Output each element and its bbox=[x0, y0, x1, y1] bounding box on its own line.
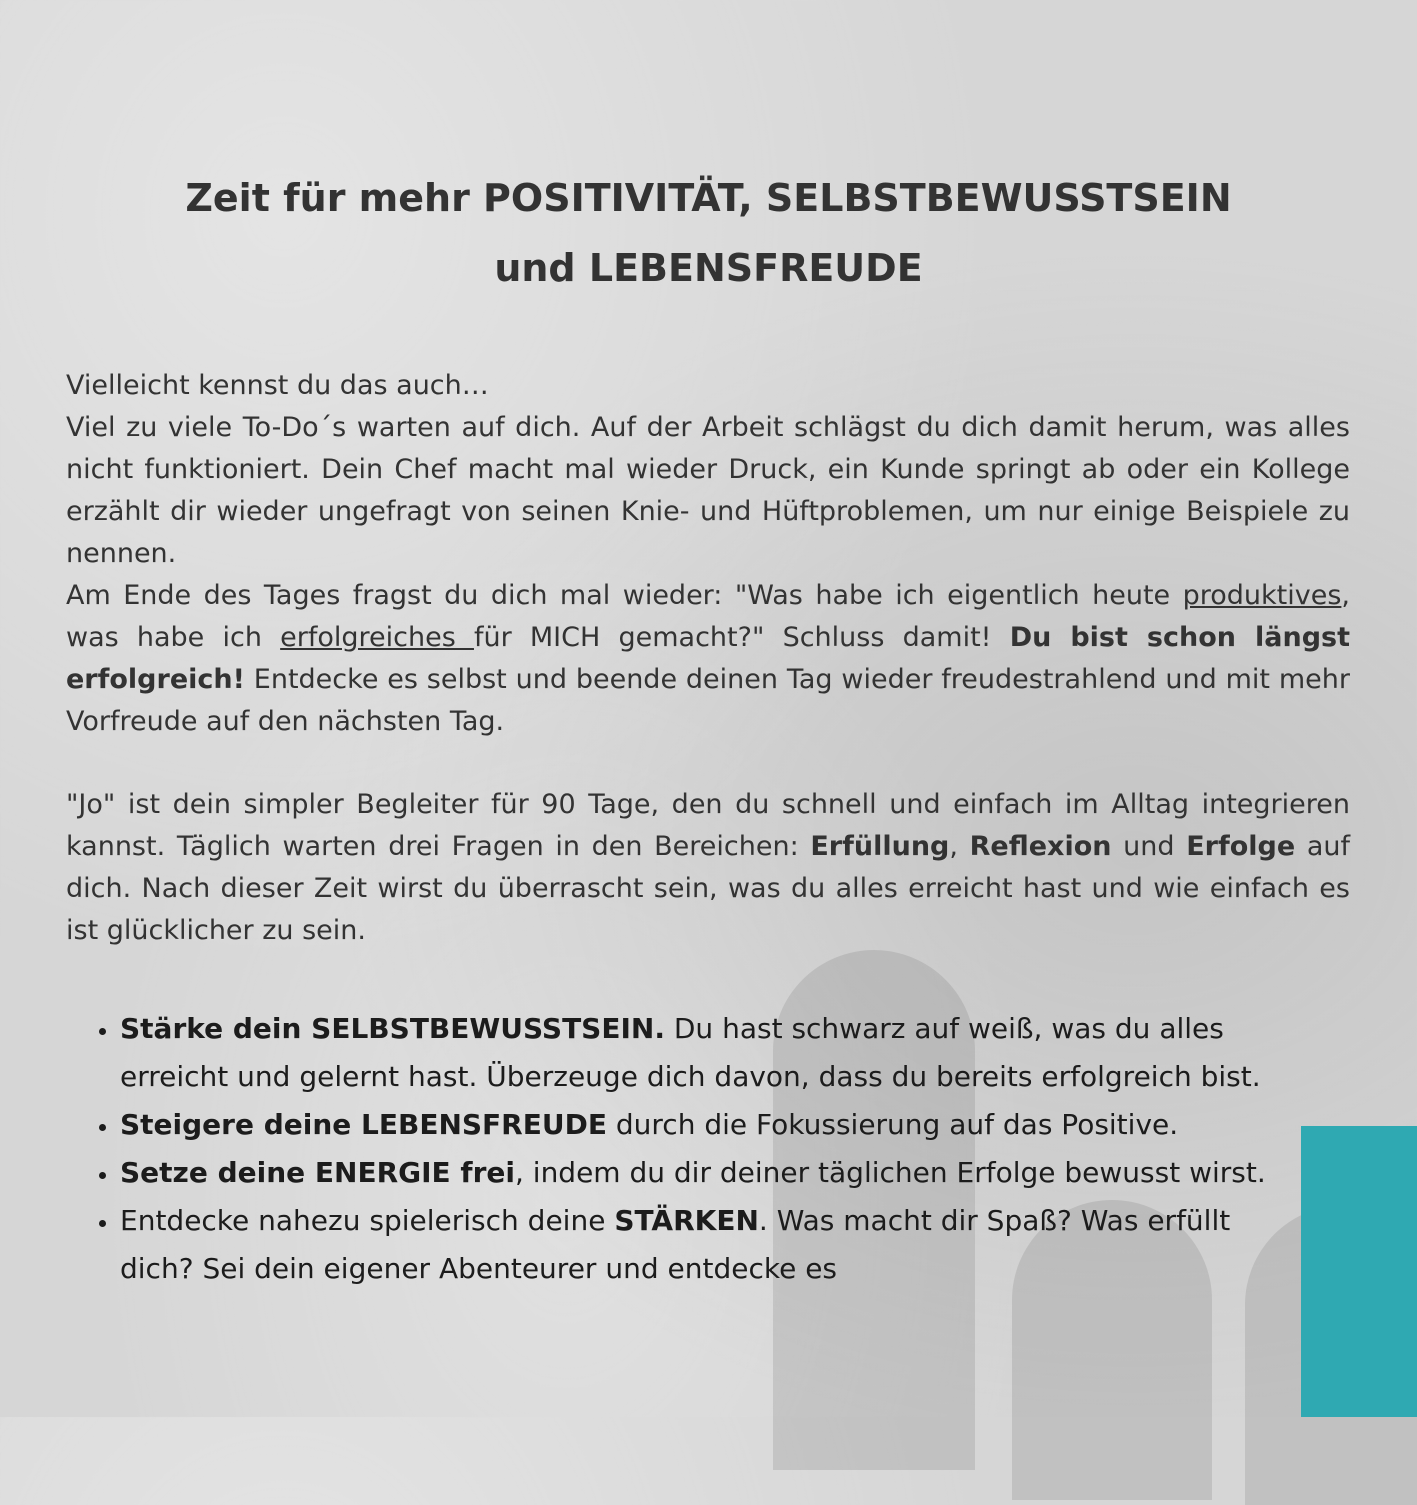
question-middle: , was habe ich bbox=[66, 580, 1350, 653]
intro-opening: Vielleicht kennst du das auch… bbox=[66, 370, 489, 401]
question-end: für MICH gemacht?" Schluss damit! bbox=[473, 622, 1010, 653]
list-item bbox=[120, 1149, 1270, 1197]
page-title bbox=[0, 163, 1417, 303]
bullet-bold: Steigere deine LEBENSFREUDE bbox=[120, 1108, 607, 1141]
jo-separator-2: und bbox=[1111, 831, 1187, 862]
title-line-1: Zeit für mehr POSITIVITÄT, SELBSTBEWUSSTSEIN bbox=[185, 176, 1232, 220]
question-start: Am Ende des Tages fragst du dich mal wieder: "Was habe ich eigentlich heute bbox=[66, 580, 1183, 611]
list-item bbox=[120, 1101, 1270, 1149]
teal-accent-bar bbox=[1301, 1126, 1417, 1417]
underlined-productive: produktives bbox=[1182, 580, 1342, 611]
list-item bbox=[120, 1005, 1270, 1101]
title-line-2: und LEBENSFREUDE bbox=[494, 246, 923, 290]
jo-separator-1: , bbox=[949, 831, 970, 862]
bullet-text: Du hast schwarz auf weiß, was du alles erreicht und gelernt hast. Überzeuge dich davon, dass du bereits erfolgreich bist. bbox=[120, 1012, 1261, 1093]
intro-closing: Entdecke es selbst und beende deinen Tag wieder freudestrahlend und mit mehr Vorfreude auf den nächsten Tag. bbox=[66, 664, 1350, 737]
bullet-text: . Was macht dir Spaß? Was erfüllt dich? Sei dein eigener Abenteurer und entdecke es bbox=[120, 1204, 1231, 1285]
area-reflection: Reflexion bbox=[969, 831, 1112, 862]
underlined-successful: erfolgreiches bbox=[280, 622, 474, 653]
bullet-bold: STÄRKEN bbox=[614, 1204, 759, 1237]
jo-text-1: "Jo" ist dein simpler Begleiter für 90 Tage, den du schnell und einfach im Alltag integrieren kannst. Täglich warten drei Fragen in den Bereichen: bbox=[66, 789, 1350, 862]
bullet-bold: Stärke dein SELBSTBEWUSSTSEIN. bbox=[120, 1012, 665, 1045]
jo-text-2: auf dich. Nach dieser Zeit wirst du überrascht sein, was du alles erreicht hast und wie einfach es ist glücklicher zu sein. bbox=[66, 831, 1350, 946]
bold-claim: Du bist schon längst erfolgreich! bbox=[66, 622, 1350, 695]
intro-sentence: Viel zu viele To-Do´s warten auf dich. Auf der Arbeit schlägst du dich damit herum, was alles nicht funktioniert. Dein Chef macht mal wieder Druck, ein Kunde springt ab oder ein Kollege erzählt dir wieder ungefragt von seinen Knie- und Hüftproblemen, um nur einige Beispiele zu nennen. bbox=[66, 412, 1350, 569]
list-item bbox=[120, 1197, 1270, 1293]
intro-paragraph bbox=[66, 365, 1350, 743]
bullet-bold: Setze deine ENERGIE frei bbox=[120, 1156, 515, 1189]
area-successes: Erfolge bbox=[1186, 831, 1296, 862]
benefits-list bbox=[66, 1005, 1270, 1293]
jo-paragraph bbox=[66, 784, 1350, 952]
area-fulfillment: Erfüllung bbox=[810, 831, 950, 862]
bullet-text: durch die Fokussierung auf das Positive. bbox=[606, 1108, 1179, 1141]
bullet-pre: Entdecke nahezu spielerisch deine bbox=[120, 1204, 615, 1237]
bullet-text: , indem du dir deiner täglichen Erfolge bewusst wirst. bbox=[514, 1156, 1266, 1189]
